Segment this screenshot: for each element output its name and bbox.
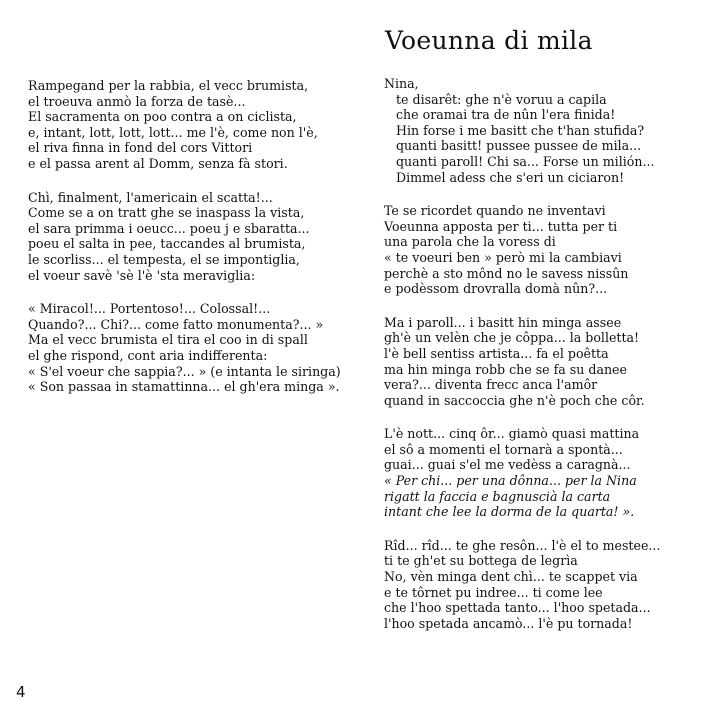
verse-line: Come se a on tratt ghe se inaspass la vista, bbox=[28, 205, 305, 221]
verse-line: perchè a sto mônd no le savess nissûn bbox=[384, 265, 629, 281]
verse-line: Hin forse i me basitt che t'han stufida? bbox=[396, 122, 645, 138]
verse-line: « Per chi... per una dônna... per la Nina bbox=[384, 473, 637, 489]
verse-line: Quando?... Chi?... come fatto monumenta?... » bbox=[28, 316, 324, 332]
verse-line: el ghe rispond, cont aria indifferenta: bbox=[28, 347, 268, 363]
verse-line: el riva finna in fond del cors Vittori bbox=[28, 140, 253, 156]
verse-line: e, intant, lott, lott, lott... me l'è, come non l'è, bbox=[28, 124, 318, 140]
stanza bbox=[28, 301, 358, 395]
verse-line: poeu el salta in pee, taccandes al brumista, bbox=[28, 236, 306, 252]
page-number: 4 bbox=[16, 683, 26, 701]
verse-line: quand in saccoccia ghe n'è poch che côr. bbox=[384, 392, 645, 408]
verse-line: « Son passaa in stamattinna... el gh'era minga ». bbox=[28, 379, 340, 395]
verse-line: L'è nott... cinq ôr... giamò quasi mattina bbox=[384, 426, 640, 442]
verse-line: rigatt la faccia e bagnuscià la carta bbox=[384, 488, 611, 504]
stanza bbox=[384, 76, 684, 185]
verse-line: gh'è un velèn che je côppa... la bolletta! bbox=[384, 330, 640, 346]
verse-line: ma hin minga robb che se fa su danee bbox=[384, 361, 627, 377]
verse-line: el troeuva anmò la forza de tasè... bbox=[28, 93, 246, 109]
verse-line: Voeunna apposta per ti... tutta per ti bbox=[384, 218, 618, 234]
verse-line: l'è bell sentiss artista... fa el poêtta bbox=[384, 345, 609, 361]
verse-line: « S'el voeur che sappia?... » (e intanta le siringa) bbox=[28, 363, 341, 379]
verse-line: vera?... diventa frecc anca l'amôr bbox=[384, 377, 598, 393]
verse-line: le scorliss... el tempesta, el se impontiglia, bbox=[28, 251, 300, 267]
verse-line: « Miracol!... Portentoso!... Colossal!... bbox=[28, 301, 271, 317]
stanza bbox=[384, 426, 684, 520]
stanza bbox=[384, 538, 684, 632]
stanza bbox=[28, 190, 358, 284]
verse-line: che oramai tra de nûn l'era finida! bbox=[396, 107, 616, 123]
verse-line: El sacramenta on poo contra a on ciclista, bbox=[28, 109, 297, 125]
verse-line: el sara primma i oeucc... poeu j e sbaratta... bbox=[28, 220, 310, 236]
verse-line: Nina, bbox=[384, 76, 419, 91]
verse-line: Ma i paroll... i basitt hin minga assee bbox=[384, 314, 622, 330]
verse-line: e te tôrnet pu indree... ti come lee bbox=[384, 584, 603, 600]
right-column bbox=[384, 76, 684, 649]
verse-line: Chì, finalment, l'americain el scatta!... bbox=[28, 189, 273, 205]
verse-line: che l'hoo spettada tanto... l'hoo spetada... bbox=[384, 600, 651, 616]
verse-line: el sô a momenti el tornarà a spontà... bbox=[384, 441, 623, 457]
stanza bbox=[384, 315, 684, 409]
stanza bbox=[28, 78, 358, 172]
verse-line: e el passa arent al Domm, senza fà stori. bbox=[28, 155, 288, 171]
verse-line: Rîd... rîd... te ghe resôn... l'è el to mestee... bbox=[384, 537, 661, 553]
verse-line: guai... guai s'el me vedèss a caragnà... bbox=[384, 457, 631, 473]
verse-line: No, vèn minga dent chì... te scappet via bbox=[384, 569, 638, 585]
verse-line: el voeur savè 'sè l'è 'sta meraviglia: bbox=[28, 267, 256, 283]
verse-line: Dimmel adess che s'eri un ciciaron! bbox=[396, 169, 625, 185]
verse-line: una parola che la voress di bbox=[384, 234, 556, 250]
poem-title: Voeunna di mila bbox=[385, 26, 593, 55]
left-column bbox=[28, 78, 358, 413]
verse-line: Te se ricordet quando ne inventavi bbox=[384, 203, 606, 219]
verse-line: quanti paroll! Chi sa... Forse un milión... bbox=[396, 153, 655, 169]
verse-line: « te voeuri ben » però mi la cambiavi bbox=[384, 249, 622, 265]
verse-line: l'hoo spetada ancamò... l'è pu tornada! bbox=[384, 615, 633, 631]
verse-line: Ma el vecc brumista el tira el coo in di spall bbox=[28, 332, 308, 348]
stanza bbox=[384, 203, 684, 297]
verse-line: quanti basitt! pussee pussee de mila... bbox=[396, 138, 642, 154]
verse-line: te disarêt: ghe n'è voruu a capila bbox=[396, 91, 607, 107]
verse-line: ti te gh'et su bottega de legrìa bbox=[384, 553, 578, 569]
verse-line: intant che lee la dorma de la quarta! ». bbox=[384, 504, 635, 520]
verse-line: e podèssom drovralla domà nûn?... bbox=[384, 281, 608, 297]
verse-line: Rampegand per la rabbia, el vecc brumista, bbox=[28, 78, 309, 93]
